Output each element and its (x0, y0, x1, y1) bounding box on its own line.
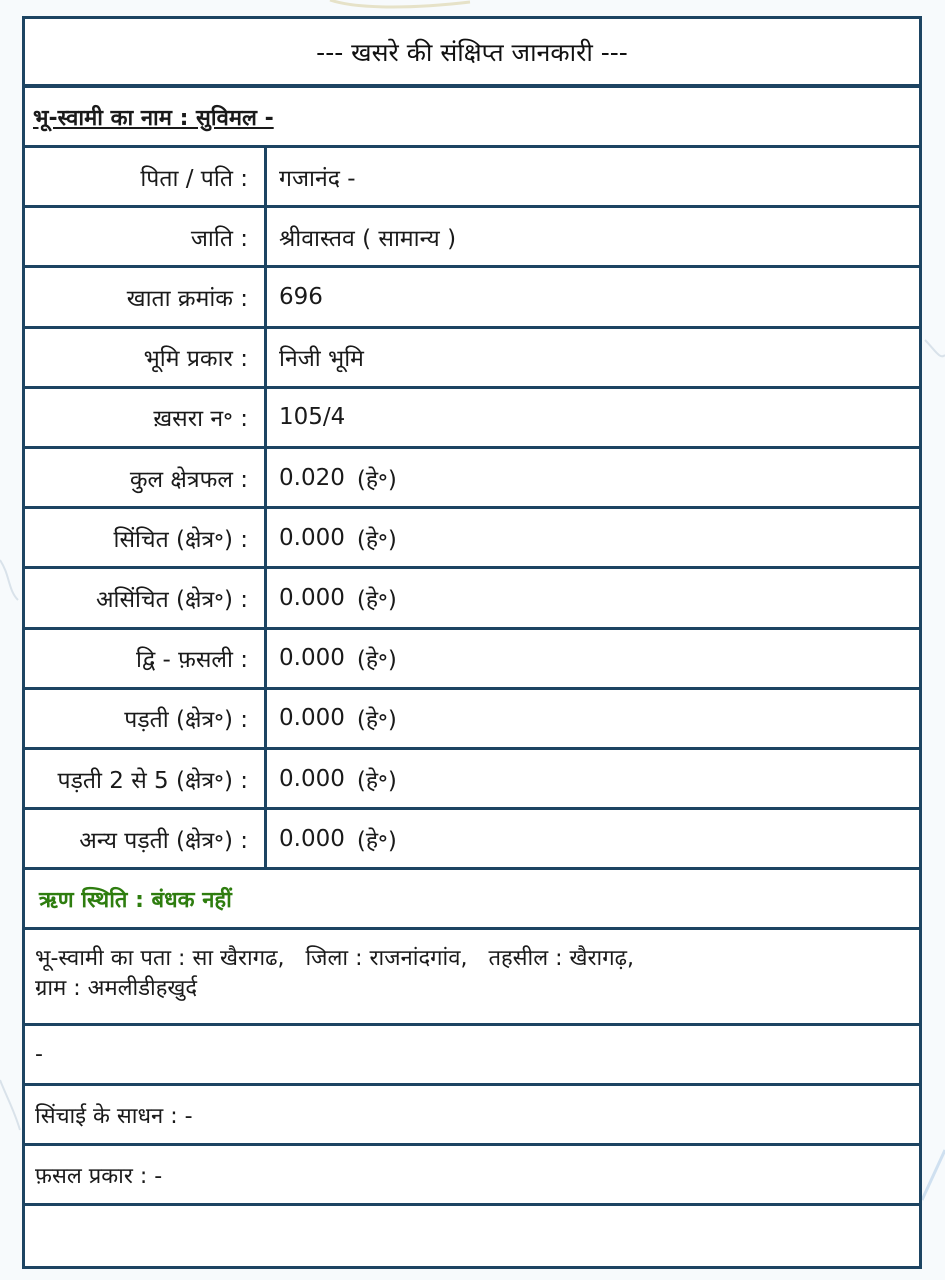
field-value: 0.000 (279, 645, 345, 672)
field-value: 0.000 (279, 705, 345, 732)
field-row (25, 630, 919, 690)
field-label: कुल क्षेत्रफल : (25, 449, 267, 506)
empty-row (25, 1206, 919, 1266)
field-value: निजी भूमि (279, 346, 364, 373)
field-row (25, 148, 919, 208)
field-value-cell (267, 810, 919, 867)
field-row (25, 509, 919, 569)
district-text: जिला : राजनांदगांव, (305, 946, 468, 972)
field-unit: (हे॰) (356, 767, 397, 794)
card-title: --- खसरे की संक्षिप्त जानकारी --- (25, 19, 919, 88)
crop-type: फ़सल प्रकार : - (25, 1146, 919, 1206)
field-unit: (हे॰) (356, 827, 397, 854)
field-label: असिंचित (क्षेत्र॰) : (25, 569, 267, 626)
field-value: 0.000 (279, 584, 345, 611)
field-unit: (हे॰) (356, 526, 397, 553)
field-row (25, 449, 919, 509)
field-value-cell (267, 148, 919, 205)
owner-name: भू-स्वामी का नाम : सुविमल - (25, 88, 919, 148)
field-value-cell (267, 449, 919, 506)
field-row (25, 208, 919, 268)
field-row (25, 268, 919, 328)
field-value-cell (267, 208, 919, 265)
field-unit: (हे॰) (356, 466, 397, 493)
field-value-cell (267, 389, 919, 446)
field-label: जाति : (25, 208, 267, 265)
field-value-cell (267, 630, 919, 687)
field-label: पड़ती (क्षेत्र॰) : (25, 690, 267, 747)
field-unit: (हे॰) (356, 707, 397, 734)
field-unit: (हे॰) (356, 586, 397, 613)
field-unit: (हे॰) (356, 647, 397, 674)
field-value: 696 (279, 283, 323, 310)
field-row (25, 810, 919, 870)
field-value: 0.000 (279, 765, 345, 792)
field-value-cell (267, 509, 919, 566)
address-text: भू-स्वामी का पता : सा खैरागढ, (35, 946, 285, 972)
field-value: 0.020 (279, 464, 345, 491)
field-row (25, 690, 919, 750)
field-label: पिता / पति : (25, 148, 267, 205)
field-value-cell (267, 268, 919, 325)
tehsil-text: तहसील : खैरागढ़, (488, 946, 635, 972)
field-value-cell (267, 569, 919, 626)
field-value: 0.000 (279, 825, 345, 852)
field-value: 105/4 (279, 404, 346, 431)
field-label: अन्य पड़ती (क्षेत्र॰) : (25, 810, 267, 867)
field-label: द्वि - फ़सली : (25, 630, 267, 687)
field-value-cell (267, 690, 919, 747)
field-value: श्रीवास्तव ( सामान्य ) (279, 225, 457, 252)
village-text: ग्राम : अमलीडीहखुर्द (35, 976, 198, 1002)
irrigation-means: सिंचाई के साधन : - (25, 1086, 919, 1146)
remark: - (25, 1026, 919, 1086)
loan-status: ऋण स्थिति : बंधक नहीं (25, 870, 919, 930)
field-value: गजानंद - (279, 165, 356, 192)
field-row (25, 750, 919, 810)
field-label: भूमि प्रकार : (25, 329, 267, 386)
field-row (25, 329, 919, 389)
field-row (25, 569, 919, 629)
field-row (25, 389, 919, 449)
field-value-cell (267, 750, 919, 807)
field-value-cell (267, 329, 919, 386)
owner-address (25, 930, 919, 1026)
khasra-summary-card (22, 16, 922, 1269)
field-label: पड़ती 2 से 5 (क्षेत्र॰) : (25, 750, 267, 807)
field-label: ख़सरा न॰ : (25, 389, 267, 446)
field-label: सिंचित (क्षेत्र॰) : (25, 509, 267, 566)
field-label: खाता क्रमांक : (25, 268, 267, 325)
field-value: 0.000 (279, 524, 345, 551)
